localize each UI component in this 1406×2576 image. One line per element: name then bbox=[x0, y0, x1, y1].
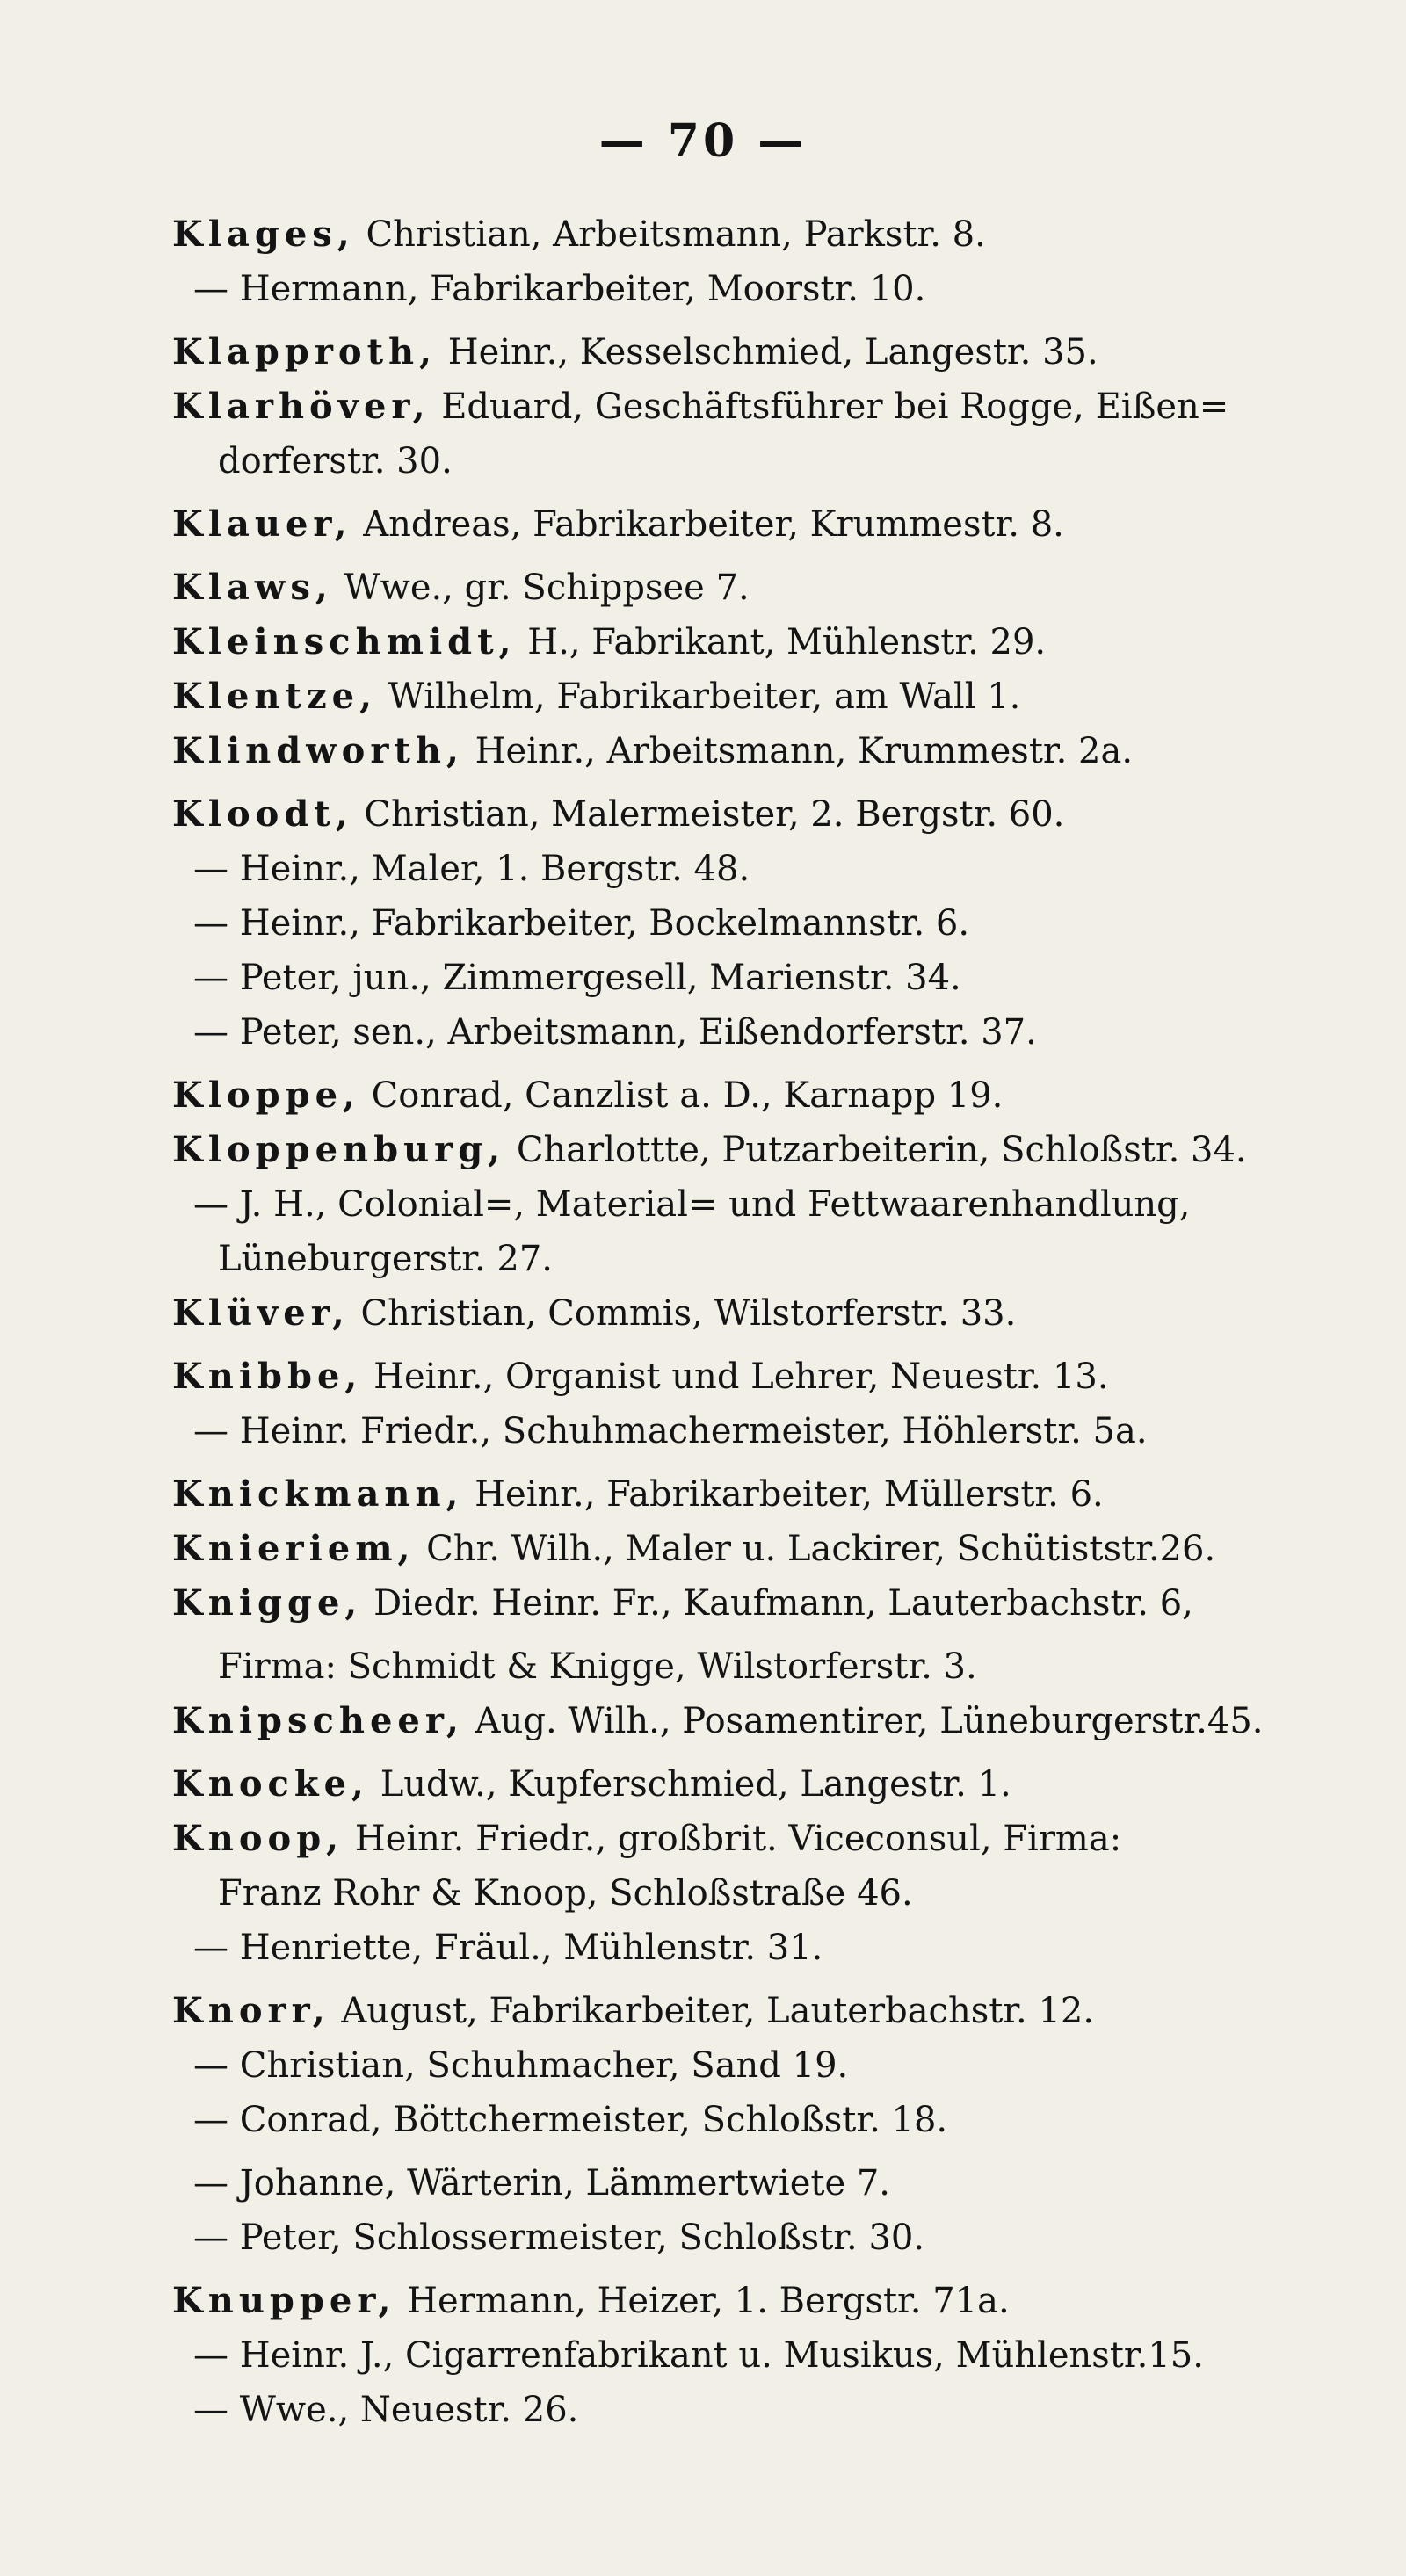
entry-details: Wilhelm, Fabrikarbeiter, am Wall 1. bbox=[377, 677, 1021, 717]
entry-surname: Klauer, bbox=[172, 503, 352, 545]
directory-entry bbox=[172, 669, 1332, 724]
directory-entry bbox=[172, 1068, 1332, 1123]
directory-entry bbox=[172, 1404, 1332, 1458]
directory-entry bbox=[172, 842, 1332, 896]
directory-entry bbox=[172, 1286, 1332, 1341]
entry-details: Firma: Schmidt & Knigge, Wilstorferstr. 3. bbox=[218, 1646, 977, 1687]
directory-entry bbox=[172, 1866, 1332, 1921]
entry-details: — Peter, Schlossermeister, Schloßstr. 30. bbox=[193, 2218, 925, 2258]
entry-surname: Klüver, bbox=[172, 1292, 350, 1334]
directory-entry bbox=[172, 1639, 1332, 1694]
entry-surname: Knipscheer, bbox=[172, 1700, 464, 1741]
entry-details: — Conrad, Böttchermeister, Schloßstr. 18. bbox=[193, 2100, 948, 2140]
entry-surname: Knickmann, bbox=[172, 1473, 464, 1515]
entry-details: Aug. Wilh., Posamentirer, Lüneburgerstr.45. bbox=[463, 1701, 1264, 1741]
entry-surname: Klarhöver, bbox=[172, 386, 431, 427]
directory-entry bbox=[172, 2328, 1332, 2383]
entry-details: — Peter, sen., Arbeitsmann, Eißendorferstr. 37. bbox=[193, 1012, 1037, 1053]
entry-details: — Heinr., Fabrikarbeiter, Bockelmannstr. 6. bbox=[193, 903, 970, 944]
entry-details: Charlottte, Putzarbeiterin, Schloßstr. 34. bbox=[505, 1130, 1247, 1170]
entry-surname: Knocke, bbox=[172, 1763, 369, 1805]
entry-details: — Christian, Schuhmacher, Sand 19. bbox=[193, 2045, 849, 2086]
entry-details: — Wwe., Neuestr. 26. bbox=[193, 2390, 579, 2430]
entry-details: Chr. Wilh., Maler u. Lackirer, Schütiststr.26. bbox=[415, 1529, 1216, 1569]
directory-entry bbox=[172, 1467, 1332, 1522]
directory-entry bbox=[172, 1350, 1332, 1404]
directory-entry bbox=[172, 561, 1332, 615]
entry-details: Heinr., Arbeitsmann, Krummestr. 2a. bbox=[463, 731, 1134, 771]
entry-surname: Kloodt, bbox=[172, 793, 353, 835]
entry-surname: Klentze, bbox=[172, 676, 378, 717]
entry-details: dorferstr. 30. bbox=[218, 441, 453, 481]
entry-details: Heinr., Organist und Lehrer, Neuestr. 13. bbox=[362, 1357, 1109, 1397]
entry-details: — Peter, jun., Zimmergesell, Marienstr. 34. bbox=[193, 958, 961, 998]
directory-entry bbox=[172, 1757, 1332, 1812]
entry-details: — J. H., Colonial=, Material= und Fettwaarenhandlung, bbox=[193, 1184, 1191, 1225]
entry-details: Diedr. Heinr. Fr., Kaufmann, Lauterbachstr. 6, bbox=[362, 1583, 1193, 1624]
directory-entry bbox=[172, 787, 1332, 842]
directory-entry bbox=[172, 1123, 1332, 1177]
entry-details: — Heinr. Friedr., Schuhmachermeister, Höhlerstr. 5a. bbox=[193, 1411, 1148, 1451]
entry-surname: Kloppenburg, bbox=[172, 1129, 506, 1170]
directory-entry bbox=[172, 262, 1332, 316]
entry-details: Heinr., Kesselschmied, Langestr. 35. bbox=[437, 332, 1098, 373]
directory-entry bbox=[172, 615, 1332, 669]
entry-details: Ludw., Kupferschmied, Langestr. 1. bbox=[368, 1764, 1011, 1805]
entry-surname: Knorr, bbox=[172, 1990, 330, 2031]
entry-details: H., Fabrikant, Mühlenstr. 29. bbox=[516, 622, 1047, 662]
directory-entry bbox=[172, 1576, 1332, 1631]
entry-surname: Knoop, bbox=[172, 1818, 344, 1859]
directory-entry bbox=[172, 2383, 1332, 2437]
directory-entries bbox=[172, 207, 1332, 2437]
directory-entry bbox=[172, 951, 1332, 1005]
entry-surname: Knieriem, bbox=[172, 1528, 416, 1569]
directory-entry bbox=[172, 1694, 1332, 1748]
directory-entry bbox=[172, 1005, 1332, 1060]
directory-entry bbox=[172, 724, 1332, 778]
entry-details: Lüneburgerstr. 27. bbox=[218, 1239, 554, 1279]
directory-entry bbox=[172, 497, 1332, 552]
entry-details: — Johanne, Wärterin, Lämmertwiete 7. bbox=[193, 2163, 890, 2203]
entry-details: — Heinr., Maler, 1. Bergstr. 48. bbox=[193, 849, 750, 889]
directory-entry bbox=[172, 1522, 1332, 1576]
directory-entry bbox=[172, 1984, 1332, 2038]
entry-surname: Knigge, bbox=[172, 1582, 363, 1624]
entry-details: Eduard, Geschäftsführer bei Rogge, Eißen= bbox=[430, 387, 1229, 427]
entry-surname: Klaws, bbox=[172, 567, 333, 608]
directory-entry bbox=[172, 1177, 1332, 1232]
entry-details: Christian, Malermeister, 2. Bergstr. 60. bbox=[352, 794, 1065, 835]
directory-entry bbox=[172, 325, 1332, 380]
directory-entry bbox=[172, 2274, 1332, 2328]
entry-details: Heinr., Fabrikarbeiter, Müllerstr. 6. bbox=[463, 1474, 1104, 1515]
entry-details: August, Fabrikarbeiter, Lauterbachstr. 12. bbox=[330, 1991, 1095, 2031]
entry-details: Christian, Commis, Wilstorferstr. 33. bbox=[349, 1293, 1017, 1334]
directory-entry bbox=[172, 1812, 1332, 1866]
entry-surname: Klapproth, bbox=[172, 331, 438, 373]
directory-entry bbox=[172, 2211, 1332, 2265]
directory-entry bbox=[172, 207, 1332, 262]
entry-surname: Knibbe, bbox=[172, 1356, 363, 1397]
entry-surname: Klindworth, bbox=[172, 730, 464, 771]
entry-surname: Kloppe, bbox=[172, 1075, 360, 1116]
directory-entry bbox=[172, 1921, 1332, 1975]
entry-details: Wwe., gr. Schippsee 7. bbox=[332, 568, 750, 608]
entry-details: — Henriette, Fräul., Mühlenstr. 31. bbox=[193, 1928, 823, 1968]
entry-details: Andreas, Fabrikarbeiter, Krummestr. 8. bbox=[352, 504, 1064, 545]
directory-entry bbox=[172, 2038, 1332, 2093]
page-number: — 70 — bbox=[598, 114, 808, 168]
entry-surname: Kleinschmidt, bbox=[172, 621, 517, 662]
entry-details: Franz Rohr & Knoop, Schloßstraße 46. bbox=[218, 1873, 913, 1914]
directory-entry bbox=[172, 434, 1332, 488]
entry-details: — Heinr. J., Cigarrenfabrikant u. Musikus, Mühlenstr.15. bbox=[193, 2335, 1204, 2376]
entry-details: Heinr. Friedr., großbrit. Viceconsul, Firma: bbox=[344, 1819, 1122, 1859]
entry-details: Hermann, Heizer, 1. Bergstr. 71a. bbox=[395, 2281, 1010, 2321]
entry-details: Christian, Arbeitsmann, Parkstr. 8. bbox=[354, 214, 986, 255]
directory-entry bbox=[172, 2156, 1332, 2211]
entry-details: Conrad, Canzlist a. D., Karnapp 19. bbox=[359, 1075, 1004, 1116]
directory-entry bbox=[172, 2093, 1332, 2147]
entry-surname: Klages, bbox=[172, 213, 355, 255]
directory-entry bbox=[172, 380, 1332, 434]
directory-entry bbox=[172, 896, 1332, 951]
entry-details: — Hermann, Fabrikarbeiter, Moorstr. 10. bbox=[193, 269, 926, 309]
directory-entry bbox=[172, 1232, 1332, 1286]
entry-surname: Knupper, bbox=[172, 2280, 396, 2321]
